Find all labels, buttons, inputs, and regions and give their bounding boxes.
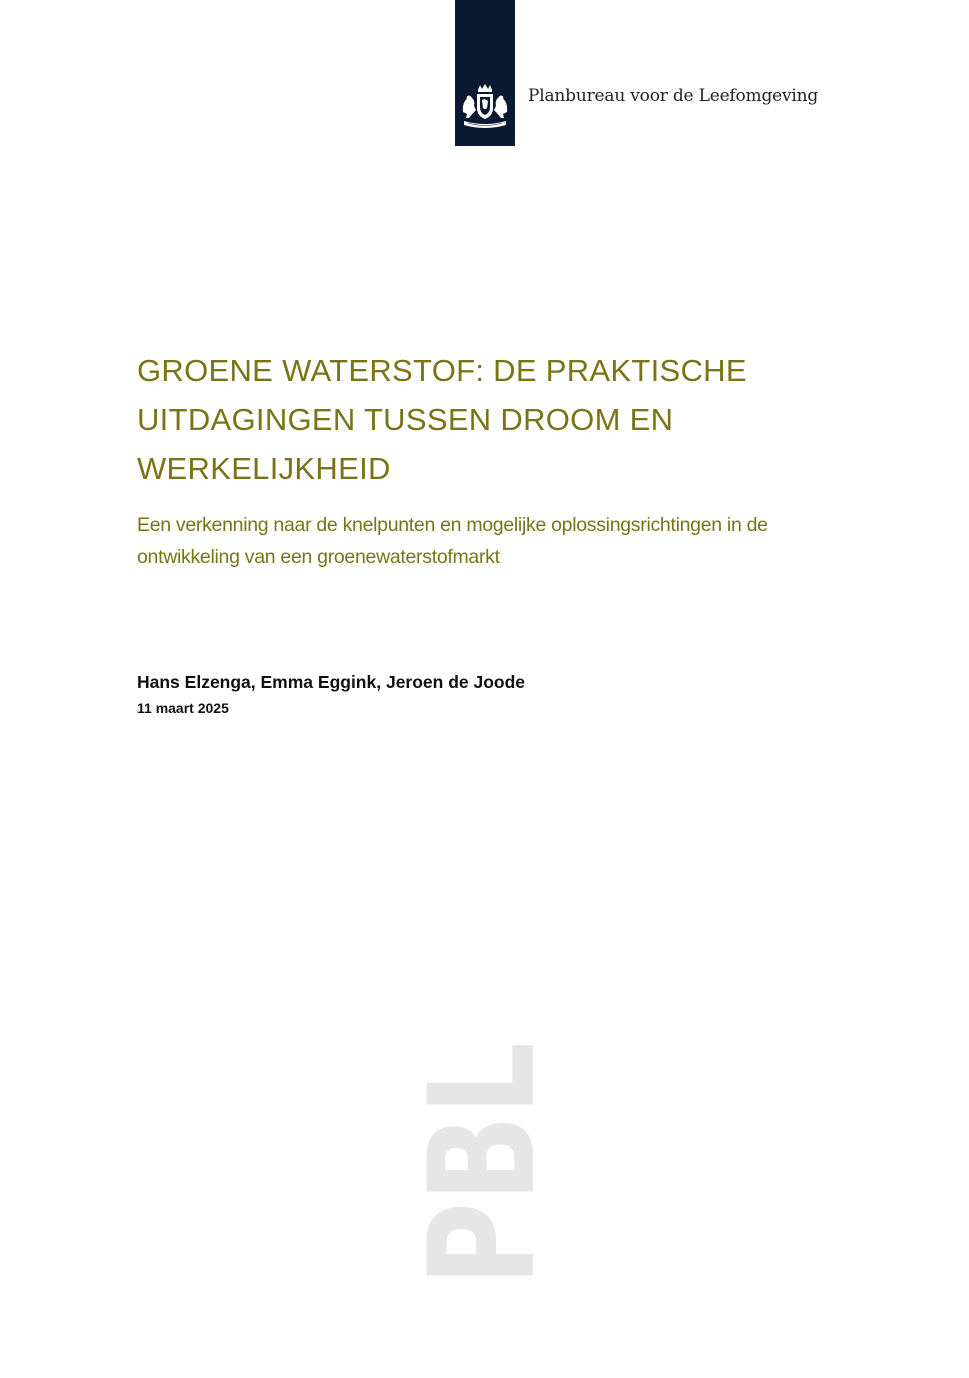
title-line: UITDAGINGEN TUSSEN DROOM EN (137, 402, 674, 437)
document-title (137, 346, 837, 493)
organization-name: Planbureau voor de Leefomgeving (528, 86, 819, 106)
coat-of-arms-icon (458, 82, 512, 130)
watermark-text: PBL (398, 974, 568, 1286)
subtitle-line: ontwikkeling van een groenewaterstofmarkt (137, 546, 500, 568)
pbl-watermark (398, 974, 568, 1286)
publication-date: 11 maart 2025 (137, 700, 229, 716)
subtitle-line: Een verkenning naar de knelpunten en mogelijke oplossingsrichtingen in de (137, 514, 768, 536)
title-line: WERKELIJKHEID (137, 451, 391, 486)
authors: Hans Elzenga, Emma Eggink, Jeroen de Joode (137, 672, 526, 692)
title-line: GROENE WATERSTOF: DE PRAKTISCHE (137, 353, 747, 388)
document-subtitle (137, 509, 837, 573)
logo-bar (455, 0, 515, 146)
